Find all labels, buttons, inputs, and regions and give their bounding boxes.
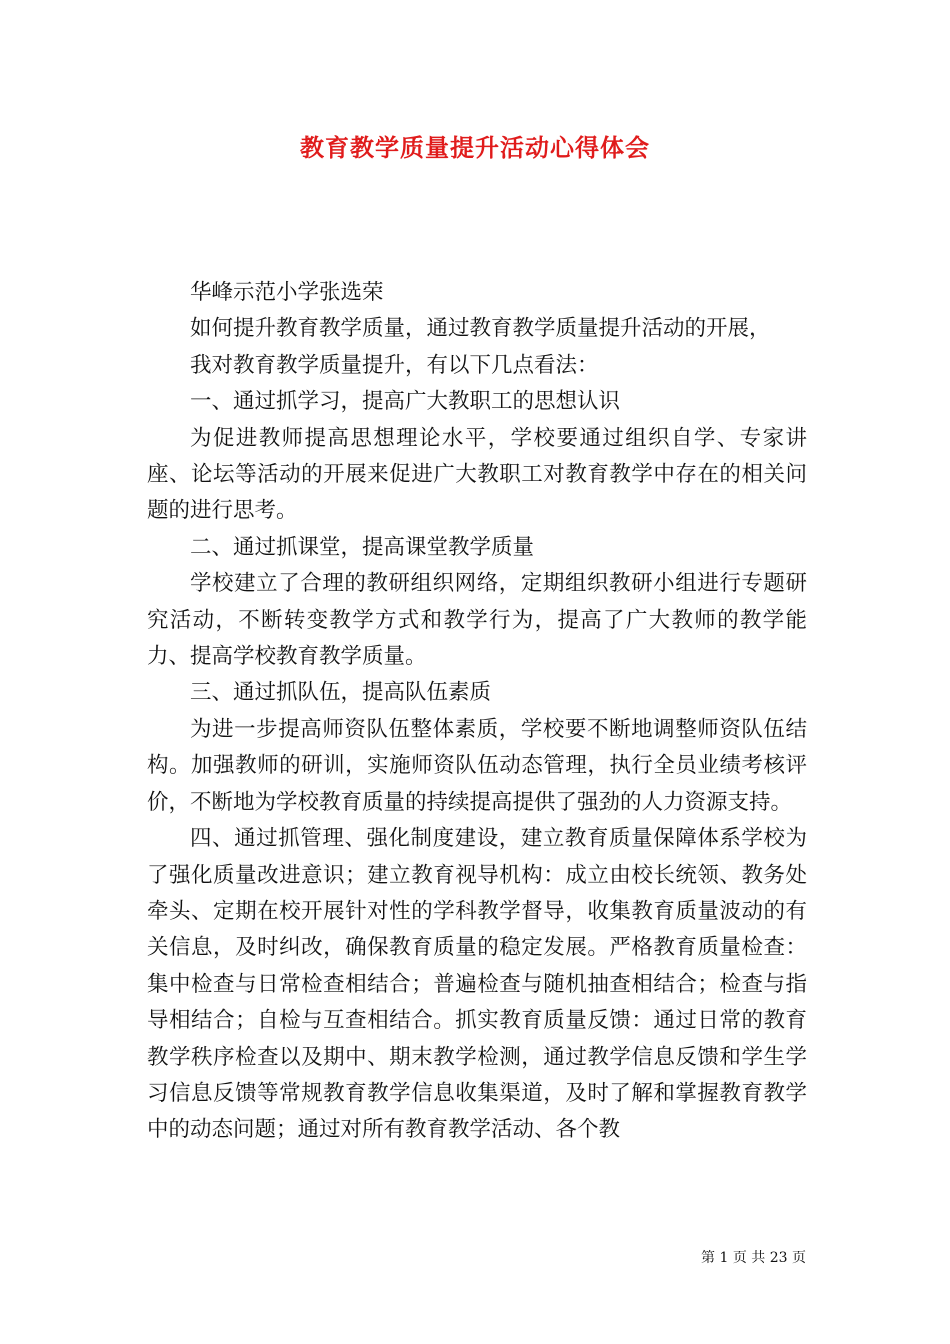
author-line: 华峰示范小学张选荣: [190, 280, 384, 305]
paragraph: 学校建立了合理的教研组织网络，定期组织教研小组进行专题研究活动，不断转变教学方式和教学行为，提高了广大教师的教学能力、提高学校教育教学质量。: [147, 571, 807, 670]
paragraph: 为进一步提高师资队伍整体素质，学校要不断地调整师资队伍结构。加强教师的研训，实施师资队伍动态管理，执行全员业绩考核评价，不断地为学校教育质量的持续提高提供了强劲的人力资源支持。: [147, 716, 807, 815]
paragraph: 为促进教师提高思想理论水平，学校要通过组织自学、专家讲座、论坛等活动的开展来促进广大教职工对教育教学中存在的相关问题的进行思考。: [147, 425, 807, 524]
paragraph: 如何提升教育教学质量，通过教育教学质量提升活动的开展，: [190, 316, 771, 342]
document-body: [147, 275, 807, 1149]
section-heading: 一、通过抓学习，提高广大教职工的思想认识: [190, 389, 621, 415]
page-number-footer: 第 1 页 共 23 页: [701, 1250, 806, 1266]
paragraph: 我对教育教学质量提升，有以下几点看法：: [190, 352, 599, 378]
section-heading: 三、通过抓队伍，提高队伍素质: [190, 680, 492, 706]
section-heading: 二、通过抓课堂，提高课堂教学质量: [190, 534, 535, 560]
paragraph: 四、通过抓管理、强化制度建设，建立教育质量保障体系学校为了强化质量改进意识；建立教育视导机构：成立由校长统领、教务处牵头、定期在校开展针对性的学科教学督导，收集教育质量波动的有关信息，及时纠改，确保教育质量的稳定发展。严格教育质量检查：集中检查与日常检查相结合；普遍检查与随机抽查相结合；检查与指导相结合；自检与互查相结合。抓实教育质量反馈：通过日常的教育教学秩序检查以及期中、期末教学检测，通过教学信息反馈和学生学习信息反馈等常规教育教学信息收集渠道，及时了解和掌握教育教学中的动态问题；通过对所有教育教学活动、各个教: [147, 826, 807, 1143]
document-title: 教育教学质量提升活动心得体会: [300, 133, 650, 162]
